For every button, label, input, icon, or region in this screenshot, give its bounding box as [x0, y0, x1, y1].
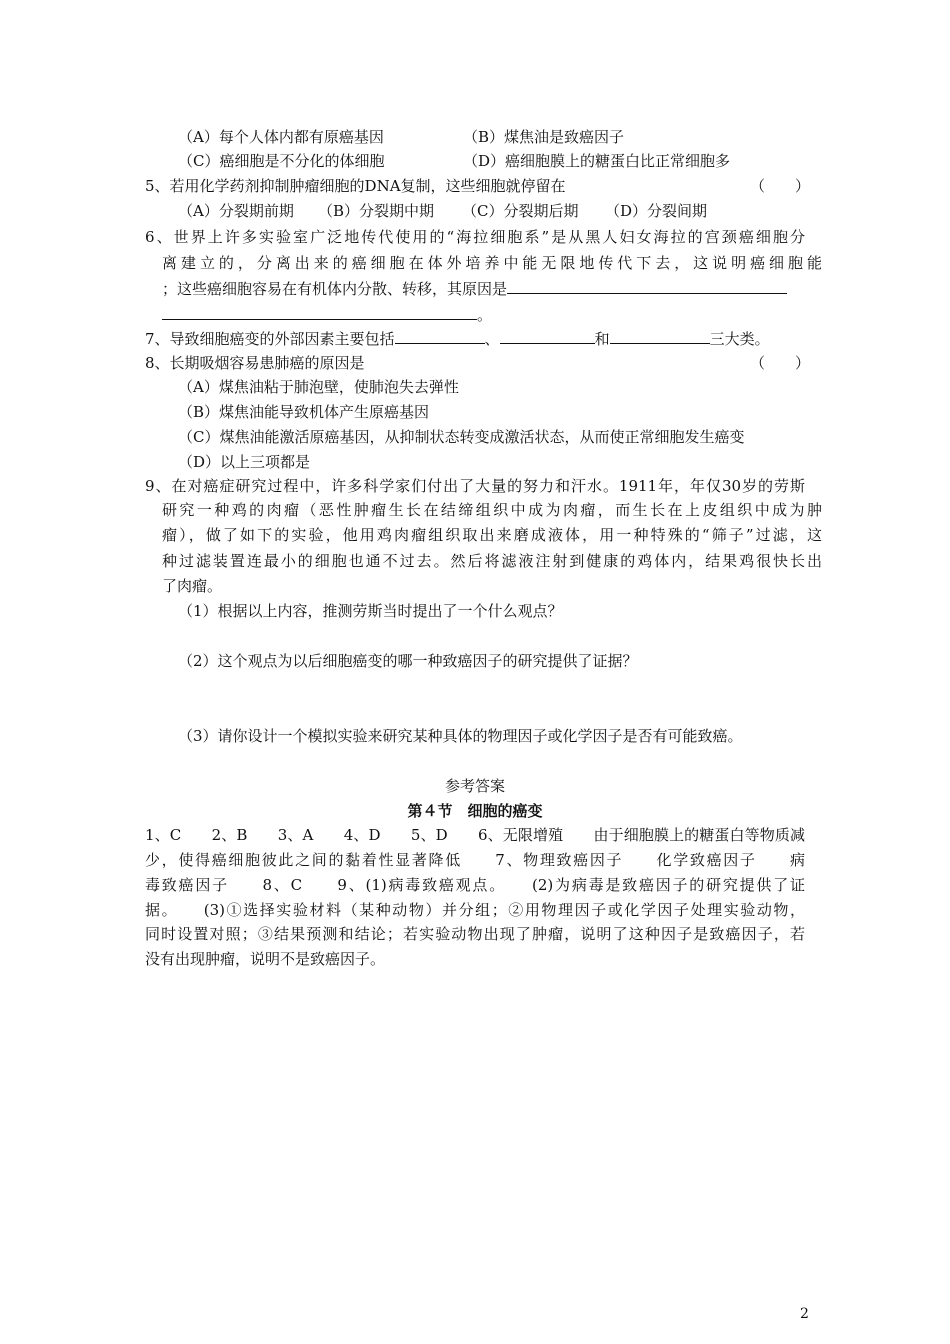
- q8-option-d: （D）以上三项都是: [178, 453, 311, 471]
- answers-line-5: 同时设置对照；③结果预测和结论；若实验动物出现了肿瘤，说明了这种因子是致癌因子，若: [145, 925, 805, 943]
- q6-end: 。: [477, 306, 493, 324]
- q7-line: [145, 329, 770, 349]
- q9-sub-2: （2）这个观点为以后细胞癌变的哪一种致癌因子的研究提供了证据？: [178, 652, 638, 670]
- answers-line-2: 少，使得癌细胞彼此之间的黏着性显著降低 7、物理致癌因子 化学致癌因子 病: [145, 851, 805, 869]
- q8-answer-paren: （ ）: [750, 354, 811, 372]
- q8-option-c: （C）煤焦油能激活原癌基因，从抑制状态转变成激活状态，从而使正常细胞发生癌变: [178, 428, 745, 446]
- q9-line-4: 种过滤装置连最小的细胞也通不过去。然后将滤液注射到健康的鸡体内，结果鸡很快长出: [162, 552, 822, 570]
- q8-option-a: （A）煤焦油粘于肺泡壁，使肺泡失去弹性: [178, 378, 459, 396]
- q6-blank-reason[interactable]: [507, 279, 787, 294]
- q8-stem: 8、长期吸烟容易患肺癌的原因是: [145, 354, 365, 372]
- q6-line-1: 6、世界上许多实验室广泛地传代使用的“海拉细胞系”是从黑人妇女海拉的宫颈癌细胞分: [145, 228, 805, 246]
- q6-line-3: [162, 279, 787, 299]
- answers-line-6: 没有出现肿瘤，说明不是致癌因子。: [145, 950, 386, 968]
- q6-line-3-text: ；这些癌细胞容易在有机体内分散、转移，其原因是: [162, 280, 508, 298]
- answers-line-4: 据。 (3)①选择实验材料（某种动物）并分组；②用物理因子或化学因子处理实验动物，: [145, 901, 805, 919]
- q6-line-4: [162, 305, 492, 325]
- q4-option-c: （C）癌细胞是不分化的体细胞: [178, 152, 385, 170]
- q4-option-d: （D）癌细胞膜上的糖蛋白比正常细胞多: [463, 152, 731, 170]
- q5-option-d: （D）分裂间期: [605, 202, 708, 220]
- q5-option-a: （A）分裂期前期: [178, 202, 294, 220]
- answers-section-title: 第４节 细胞的癌变: [407, 802, 543, 820]
- q9-line-3: 瘤），做了如下的实验，他用鸡肉瘤组织取出来磨成液体，用一种特殊的“筛子”过滤，这: [162, 526, 822, 544]
- answers-line-1: 1、C 2、B 3、A 4、D 5、D 6、无限增殖 由于细胞膜上的糖蛋白等物质减: [145, 826, 805, 844]
- q7-blank-3[interactable]: [610, 329, 710, 344]
- answers-heading: 参考答案: [444, 777, 505, 795]
- page-number: 2: [800, 1306, 809, 1322]
- q5-option-b: （B）分裂期中期: [318, 202, 435, 220]
- q5-option-c: （C）分裂期后期: [462, 202, 579, 220]
- q4-option-b: （B）煤焦油是致癌因子: [463, 128, 625, 146]
- q8-option-b: （B）煤焦油能导致机体产生原癌基因: [178, 403, 430, 421]
- q9-line-2: 研究一种鸡的肉瘤（恶性肿瘤生长在结缔组织中成为肉瘤，而生长在上皮组织中成为肿: [162, 501, 822, 519]
- q7-stem: 7、导致细胞癌变的外部因素主要包括: [145, 330, 395, 348]
- q9-sub-1: （1）根据以上内容，推测劳斯当时提出了一个什么观点？: [178, 602, 563, 620]
- q5-stem: 5、若用化学药剂抑制肿瘤细胞的DNA复制，这些细胞就停留在: [145, 177, 566, 195]
- q7-sep-1: 、: [484, 330, 500, 348]
- q5-answer-paren: （ ）: [750, 177, 811, 195]
- q7-end: 三大类。: [709, 330, 770, 348]
- q7-sep-2: 和: [594, 330, 610, 348]
- q7-blank-1[interactable]: [395, 329, 485, 344]
- q6-blank-reason-cont[interactable]: [162, 305, 477, 320]
- q6-line-2: 离建立的，分离出来的癌细胞在体外培养中能无限地传代下去，这说明癌细胞能: [162, 254, 822, 272]
- q7-blank-2[interactable]: [500, 329, 595, 344]
- q9-line-1: 9、在对癌症研究过程中，许多科学家们付出了大量的努力和汗水。1911年，年仅30岁的劳斯: [145, 477, 805, 495]
- q4-option-a: （A）每个人体内都有原癌基因: [178, 128, 384, 146]
- answers-line-3: 毒致癌因子 8、C 9、(1)病毒致癌观点。 (2)为病毒是致癌因子的研究提供了证: [145, 876, 805, 894]
- q9-sub-3: （3）请你设计一个模拟实验来研究某种具体的物理因子或化学因子是否有可能致癌。: [178, 727, 743, 745]
- q9-line-5: 了肉瘤。: [162, 577, 223, 595]
